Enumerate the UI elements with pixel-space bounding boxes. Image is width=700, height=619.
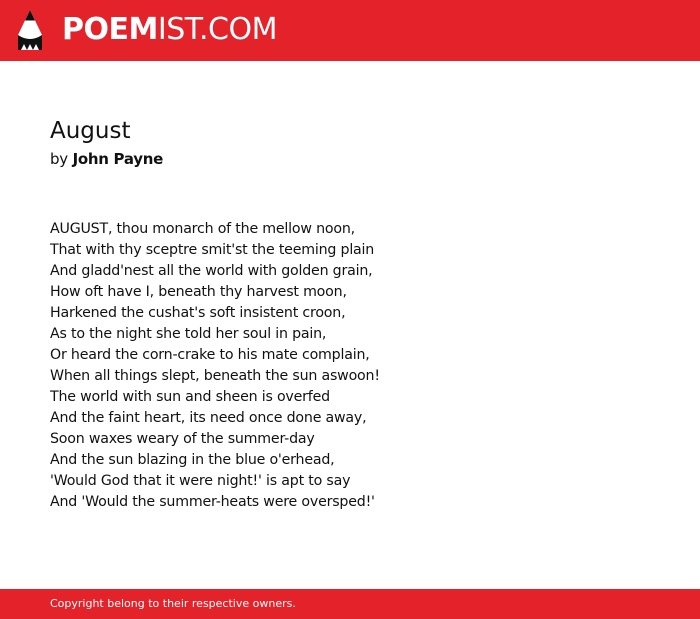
- poem-line: 'Would God that it were night!' is apt to say: [50, 473, 351, 489]
- poem-line: That with thy sceptre smit'st the teeming plain: [50, 242, 375, 258]
- site-footer: [0, 589, 700, 619]
- poem-author: John Payne: [72, 150, 163, 168]
- poem-line: And 'Would the summer-heats were oversped!': [50, 494, 375, 510]
- by-label: by: [50, 150, 68, 168]
- poem-line: Harkened the cushat's soft insistent croon,: [50, 305, 346, 321]
- poem-line: How oft have I, beneath thy harvest moon,: [50, 284, 347, 300]
- pencil-tip-icon[interactable]: [17, 9, 43, 51]
- poem-line: As to the night she told her soul in pain,: [50, 326, 327, 342]
- poem-title: August: [50, 118, 131, 144]
- copyright-text: Copyright belong to their respective owners.: [50, 597, 296, 610]
- poem-byline: [50, 149, 163, 169]
- poem-line: Or heard the corn-crake to his mate complain,: [50, 347, 370, 363]
- poem-line: And the faint heart, its need once done away,: [50, 410, 367, 426]
- logo-light-text: IST.COM: [157, 12, 277, 47]
- logo-bold-text: POEM: [62, 12, 158, 47]
- poem-line: When all things slept, beneath the sun aswoon!: [50, 368, 380, 384]
- poem-line: And the sun blazing in the blue o'erhead,: [50, 452, 335, 468]
- poem-line: The world with sun and sheen is overfed: [50, 389, 330, 405]
- poem-line: And gladd'nest all the world with golden grain,: [50, 263, 373, 279]
- site-logo[interactable]: [62, 12, 277, 48]
- poem-line: AUGUST, thou monarch of the mellow noon,: [50, 221, 355, 237]
- site-header: [0, 0, 700, 61]
- poem-body: [50, 219, 380, 513]
- poem-line: Soon waxes weary of the summer-day: [50, 431, 315, 447]
